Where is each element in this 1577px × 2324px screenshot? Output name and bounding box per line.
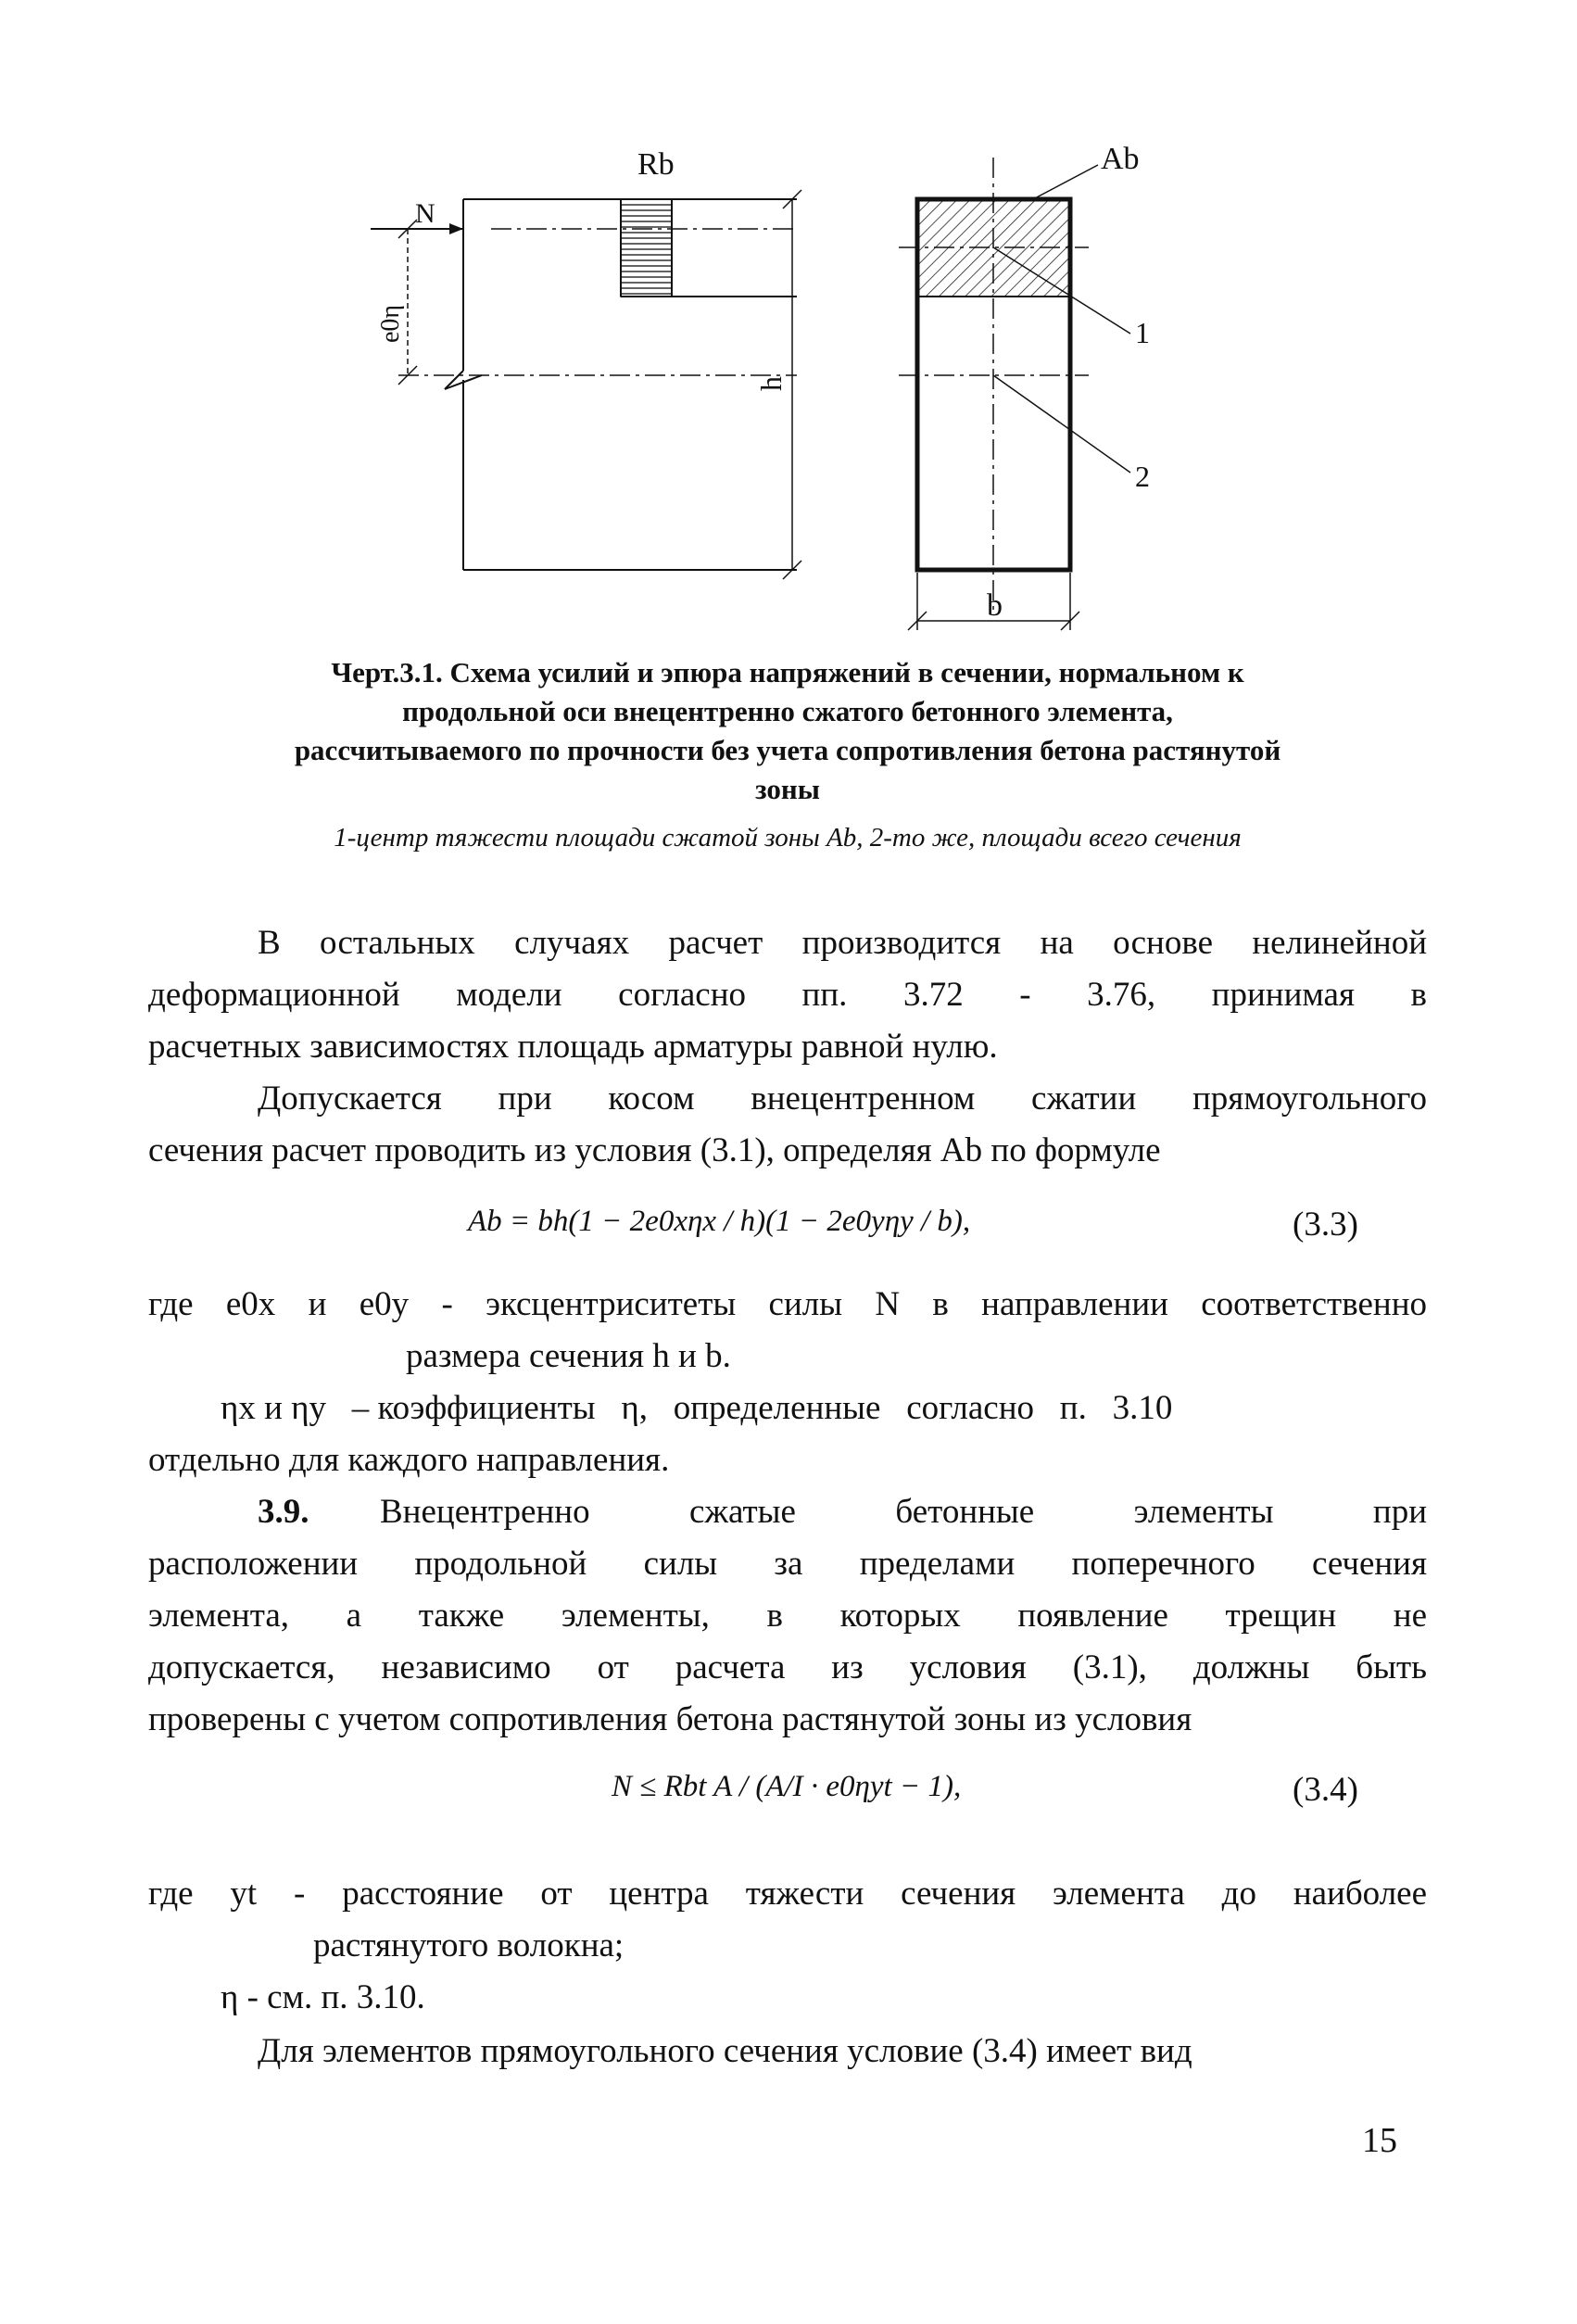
equation-number-3-3: (3.3) — [1293, 1206, 1358, 1244]
p2-line2: сечения расчет проводить из условия (3.1), определяя Ab по формуле — [148, 1131, 1161, 1169]
p39-line4: допускается, независимо от расчета из условия (3.1), должны быть — [148, 1648, 1427, 1686]
formula-3-3: Ab = bh(1 − 2e0xηx / h)(1 − 2e0yηy / b), — [468, 1205, 971, 1238]
stress-block — [621, 199, 672, 297]
caption-line: Черт.3.1. Схема усилий и эпюра напряжений в сечении, нормальном к — [331, 656, 1244, 688]
section-number-3-9: 3.9. — [258, 1493, 309, 1531]
stress-diagram-figure — [306, 130, 1279, 649]
figure-caption — [139, 653, 1436, 809]
p39-line2: расположении продольной силы за пределами поперечного сечения — [148, 1545, 1427, 1583]
p39-line5: проверены с учетом сопротивления бетона растянутой зоны из условия — [148, 1700, 1192, 1738]
where2-line1: ηx и ηy – коэффициенты η, определенные согласно п. 3.10 — [221, 1389, 1173, 1427]
label-ab: Ab — [1101, 142, 1140, 176]
label-h: h — [754, 376, 788, 391]
where4: η - см. п. 3.10. — [221, 1978, 425, 2016]
where3-line1: где yt - расстояние от центра тяжести сечения элемента до наиболее — [148, 1875, 1427, 1913]
label-rb: Rb — [637, 147, 675, 182]
label-b: b — [987, 588, 1003, 623]
where1-line1: где e0x и e0y - эксцентриситеты силы N в направлении соответственно — [148, 1285, 1427, 1323]
caption-line: рассчитываемого по прочности без учета сопротивления бетона растянутой — [294, 734, 1281, 766]
p1-line3: расчетных зависимостях площадь арматуры равной нулю. — [148, 1028, 998, 1066]
where1-line2: размера сечения h и b. — [406, 1337, 731, 1375]
p1-line2: деформационной модели согласно пп. 3.72 - 3.76, принимая в — [148, 976, 1427, 1014]
where2-line2: отдельно для каждого направления. — [148, 1441, 670, 1479]
formula-3-4: N ≤ Rbt A / (A/I · e0ηyt − 1), — [612, 1770, 962, 1803]
label-n: N — [415, 198, 435, 229]
p1-line1: В остальных случаях расчет производится на основе нелинейной — [258, 924, 1427, 962]
page-number: 15 — [1362, 2121, 1397, 2160]
where3-line2: растянутого волокна; — [313, 1926, 624, 1964]
caption-line: продольной оси внецентренно сжатого бетонного элемента, — [402, 695, 1173, 727]
p39-line3: элемента, а также элементы, в которых появление трещин не — [148, 1597, 1427, 1635]
last-line: Для элементов прямоугольного сечения условие (3.4) имеет вид — [258, 2032, 1192, 2070]
caption-note: 1-центр тяжести площади сжатой зоны Ab, 2-то же, площади всего сечения — [334, 823, 1242, 853]
p2-line1: Допускается при косом внецентренном сжатии прямоугольного — [258, 1080, 1427, 1118]
label-e0eta: e0η — [376, 304, 405, 343]
label-1: 1 — [1135, 316, 1150, 349]
caption-line: зоны — [755, 773, 820, 805]
p39-line1: Внецентренно сжатые бетонные элементы при — [380, 1493, 1427, 1531]
label-2: 2 — [1135, 460, 1150, 493]
equation-number-3-4: (3.4) — [1293, 1771, 1358, 1809]
